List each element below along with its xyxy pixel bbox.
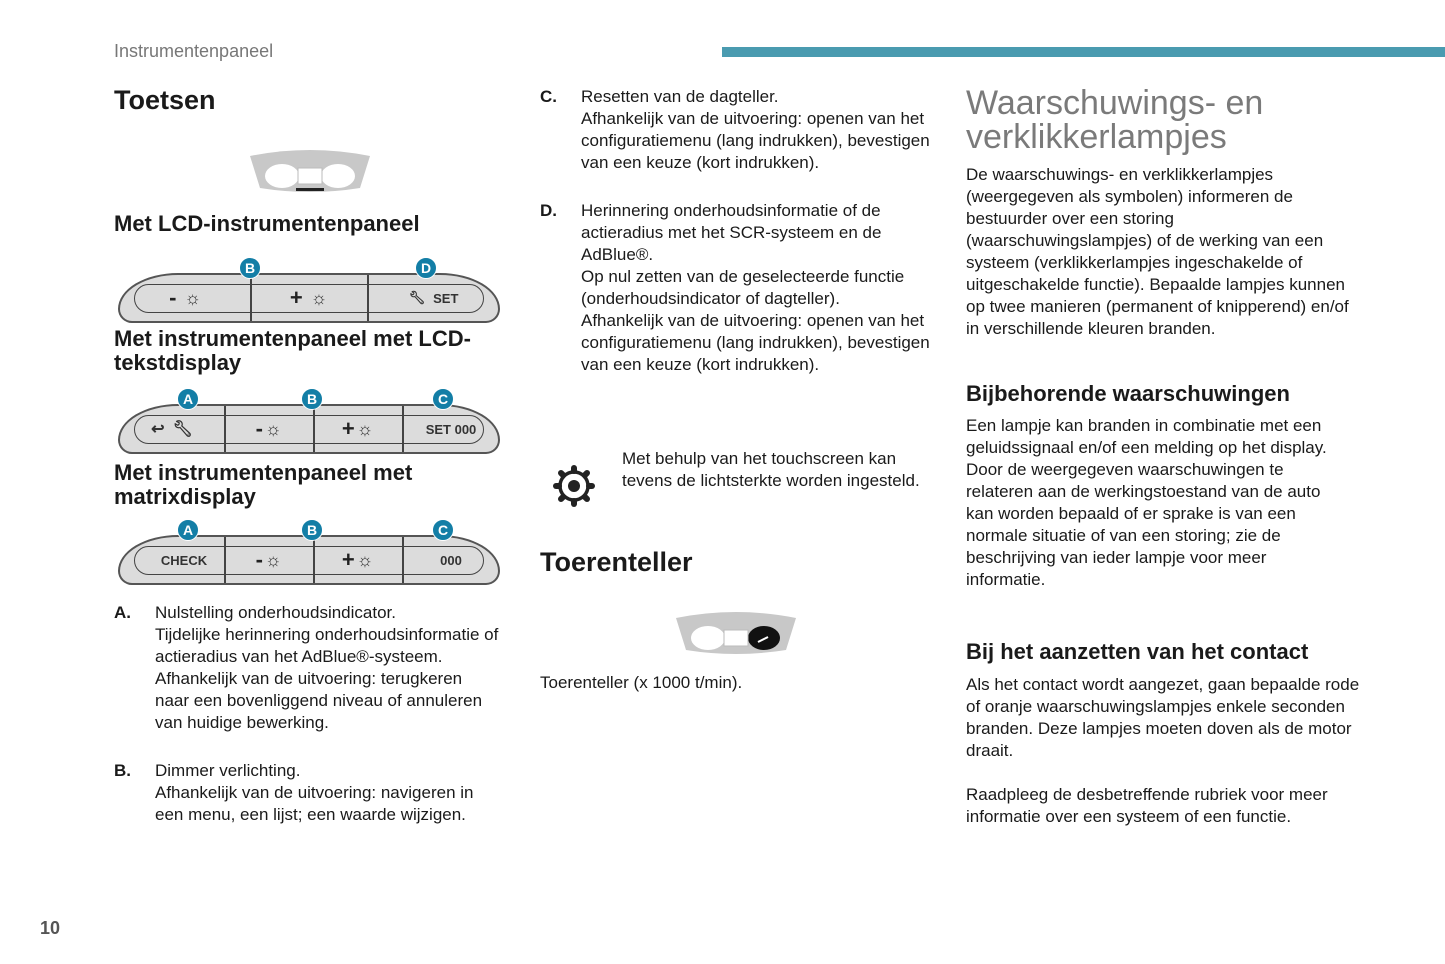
badge-b: B: [239, 257, 261, 279]
badge-c: C: [432, 388, 454, 410]
dim-plus-button[interactable]: + ☼: [341, 416, 374, 441]
ignition-text: Als het contact wordt aangezet, gaan bepaalde rode of oranje waarschuwingslampjes enkele seconden branden. Deze lampjes moeten doven als de motor draait.: [966, 675, 1360, 760]
section-title-warning-lamps: Waarschuwings- en verklikkerlampjes: [966, 84, 1264, 156]
back-arrow-icon: ↩: [151, 421, 165, 438]
dashboard-icon: [248, 148, 372, 196]
subheading-lcd-text: Met instrumentenpaneel met LCD-tekstdisplay: [114, 326, 471, 375]
dim-minus-button[interactable]: - ☼: [169, 285, 201, 310]
brightness-icon: ☼: [310, 287, 328, 308]
dim-plus-button[interactable]: + ☼: [341, 547, 374, 572]
associated-warnings-text: Een lampje kan branden in combinatie met een geluidssignaal en/of een melding op het display. Door de weergegeven waarschuwingen te relateren aan de werkingstoestand van de auto kan worden bepaald of er sprake is van een normale situatie of van een storing; zie de beschrijving van ieder lampje voor meer informatie.: [966, 416, 1327, 589]
dim-minus-button[interactable]: - ☼: [255, 416, 282, 441]
tachometer-dashboard-icon: [674, 610, 798, 658]
wrench-icon: 🔧︎: [172, 421, 193, 438]
running-header: Instrumentenpaneel: [114, 41, 274, 61]
badge-b: B: [301, 519, 323, 541]
badge-a: A: [177, 388, 199, 410]
subheading-matrix: Met instrumentenpaneel met matrixdisplay: [114, 460, 413, 509]
header-accent-bar: [722, 47, 1445, 57]
section-title-toerenteller: Toerenteller: [540, 547, 693, 577]
legend-item-c: C. Resetten van de dagteller. Afhankelijk van de uitvoering: openen van het configuratiemenu (lang indrukken), bevestigen van een keuze (kort indrukken).: [540, 87, 930, 172]
settings-gear-icon: [553, 465, 595, 507]
page-number: 10: [40, 918, 61, 938]
legend-item-b: B. Dimmer verlichting. Afhankelijk van de uitvoering: navigeren in een menu, een lijst; een waarde wijzigen.: [114, 761, 474, 824]
button-panel-matrix: [118, 535, 500, 585]
section-title-toetsen: Toetsen: [114, 85, 216, 115]
brightness-icon: ☼: [264, 418, 282, 439]
brightness-icon: ☼: [184, 287, 201, 308]
subheading-lcd: Met LCD-instrumentenpaneel: [114, 211, 420, 236]
reset-button[interactable]: 000: [440, 552, 462, 568]
tachometer-caption: Toerenteller (x 1000 t/min).: [540, 673, 743, 692]
dim-minus-button[interactable]: - ☼: [255, 547, 282, 572]
wrench-icon: 🔧︎: [408, 290, 426, 305]
legend-item-a: A. Nulstelling onderhoudsindicator. Tijdelijke herinnering onderhoudsinformatie of actieradius van het AdBlue®-systeem. Afhankelijk van de uitvoering: terugkeren naar een bovenliggend niveau of annuleren van huidige bewerking.: [114, 603, 499, 732]
badge-c: C: [432, 519, 454, 541]
brightness-icon: ☼: [264, 549, 282, 570]
reference-text: Raadpleeg de desbetreffende rubriek voor meer informatie over een systeem of een functie.: [966, 785, 1328, 826]
badge-b: B: [301, 388, 323, 410]
subheading-associated-warnings: Bijbehorende waarschuwingen: [966, 381, 1290, 406]
legend-item-d: D. Herinnering onderhoudsinformatie of de actieradius met het SCR-systeem en de AdBlue®. Op nul zetten van de geselecteerde functie (onderhoudsindicator of dagteller). Afhankelijk van de uitvoering: openen van het configuratiemenu (lang indrukken), bevestigen van een keuze (kort indrukken).: [540, 201, 930, 374]
touchscreen-note: Met behulp van het touchscreen kan tevens de lichtsterkte worden ingesteld.: [622, 449, 920, 490]
back-service-button[interactable]: [120, 406, 224, 452]
dim-plus-button[interactable]: + ☼: [289, 285, 328, 310]
button-panel-lcd-text: [118, 404, 500, 454]
subheading-ignition: Bij het aanzetten van het contact: [966, 639, 1309, 664]
badge-d: D: [415, 257, 437, 279]
warning-intro: De waarschuwings- en verklikkerlampjes (weergegeven als symbolen) informeren de bestuurder over een storing (waarschuwingslampjes) of de werking van een systeem (verklikkerlampjes ingeschakelde of uitgeschakelde functie). Bepaalde lampjes kunnen op twee manieren (permanent of knipperend) en/of in verschillende kleuren branden.: [966, 165, 1349, 338]
set-button[interactable]: 🔧︎ SET: [408, 290, 459, 306]
brightness-icon: ☼: [356, 549, 374, 570]
check-button[interactable]: CHECK: [160, 552, 208, 568]
brightness-icon: ☼: [356, 418, 374, 439]
badge-a: A: [177, 519, 199, 541]
set-reset-button[interactable]: SET 000: [425, 421, 477, 437]
button-panel-lcd: [118, 273, 500, 323]
